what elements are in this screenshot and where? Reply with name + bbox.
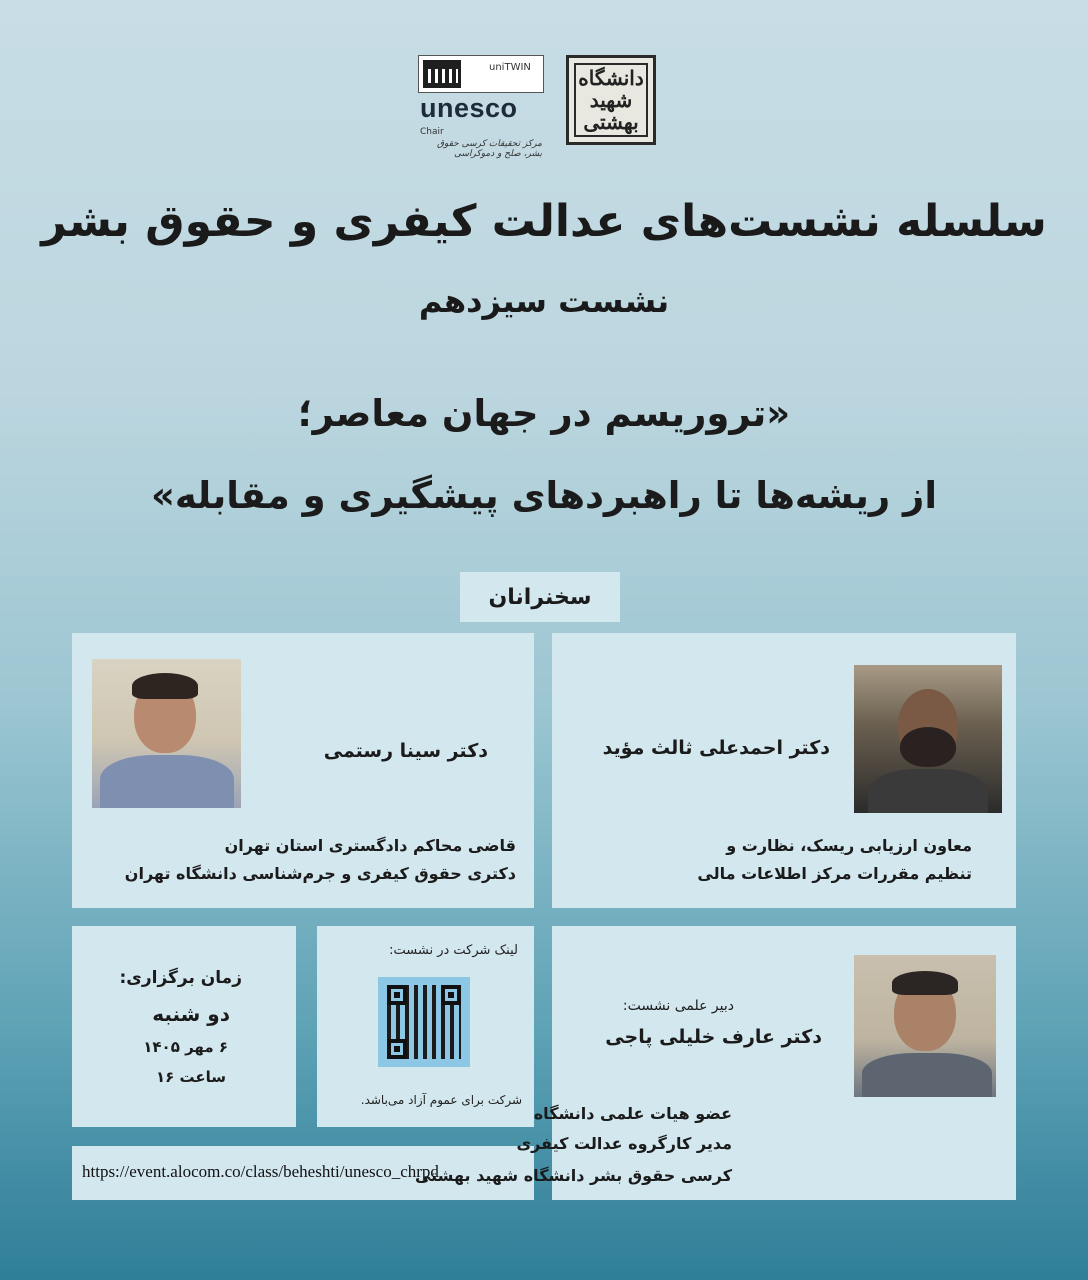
time-hour: ساعت ۱۶ xyxy=(155,1068,226,1086)
speaker-1-desc-2: تنظیم مقررات مرکز اطلاعات مالی xyxy=(697,864,972,883)
qr-code[interactable] xyxy=(378,977,470,1067)
unesco-wordmark: unesco xyxy=(420,93,518,123)
unesco-chair-label: Chair xyxy=(420,127,444,137)
time-date: ۶ مهر ۱۴۰۵ xyxy=(143,1038,228,1056)
secretary-desc-2: مدیر کارگروه عدالت کیفری xyxy=(516,1134,732,1153)
session-number: نشست سیزدهم xyxy=(418,282,670,320)
unesco-logo-box xyxy=(418,55,544,93)
qr-finder-icon xyxy=(441,985,461,1005)
speaker-2-photo xyxy=(92,659,241,808)
qr-finder-icon xyxy=(387,1039,407,1059)
link-note: شرکت برای عموم آزاد می‌باشد. xyxy=(360,1093,522,1107)
speaker-2-desc-2: دکتری حقوق کیفری و جرم‌شناسی دانشگاه تهران xyxy=(124,864,516,883)
time-card xyxy=(72,926,296,1127)
speaker-1-name: دکتر احمدعلی ثالث مؤید xyxy=(602,737,830,759)
qr-finder-icon xyxy=(387,985,407,1005)
university-seal-logo xyxy=(566,55,656,145)
topic-line-1: «تروریسم در جهان معاصر؛ xyxy=(297,392,791,435)
speaker-2-desc-1: قاضی محاکم دادگستری استان تهران xyxy=(224,836,516,855)
topic-line-2: از ریشه‌ها تا راهبردهای پیشگیری و مقابله» xyxy=(150,474,938,517)
time-day: دو شنبه xyxy=(152,1002,230,1026)
secretary-desc-3: کرسی حقوق بشر دانشگاه شهید بهشتی xyxy=(414,1166,732,1185)
secretary-name: دکتر عارف خلیلی پاجی xyxy=(605,1026,822,1048)
unesco-center-subtitle: مرکز تحقیقات کرسی حقوق بشر، صلح و دموکراسی xyxy=(436,139,542,159)
unesco-temple-icon xyxy=(423,60,461,88)
secretary-role: دبیر علمی نشست: xyxy=(622,998,734,1014)
link-label: لینک شرکت در نشست: xyxy=(389,943,518,958)
secretary-desc-1: عضو هیات علمی دانشگاه xyxy=(533,1104,732,1123)
secretary-photo xyxy=(854,955,996,1097)
speakers-heading: سخنرانان xyxy=(460,572,620,622)
series-title: سلسله نشست‌های عدالت کیفری و حقوق بشر xyxy=(41,196,1047,247)
time-label: زمان برگزاری: xyxy=(119,968,242,988)
speaker-1-desc-1: معاون ارزیابی ریسک، نظارت و xyxy=(726,836,972,855)
speaker-1-photo xyxy=(854,665,1002,813)
university-seal-text: دانشگاه شهید بهشتی xyxy=(574,63,648,137)
unitwin-label: uniTWIN xyxy=(489,62,531,73)
event-url[interactable]: https://event.alocom.co/class/beheshti/unesco_chrpd xyxy=(82,1162,439,1181)
speaker-2-name: دکتر سینا رستمی xyxy=(323,740,488,762)
unesco-chair-logo xyxy=(418,55,546,163)
